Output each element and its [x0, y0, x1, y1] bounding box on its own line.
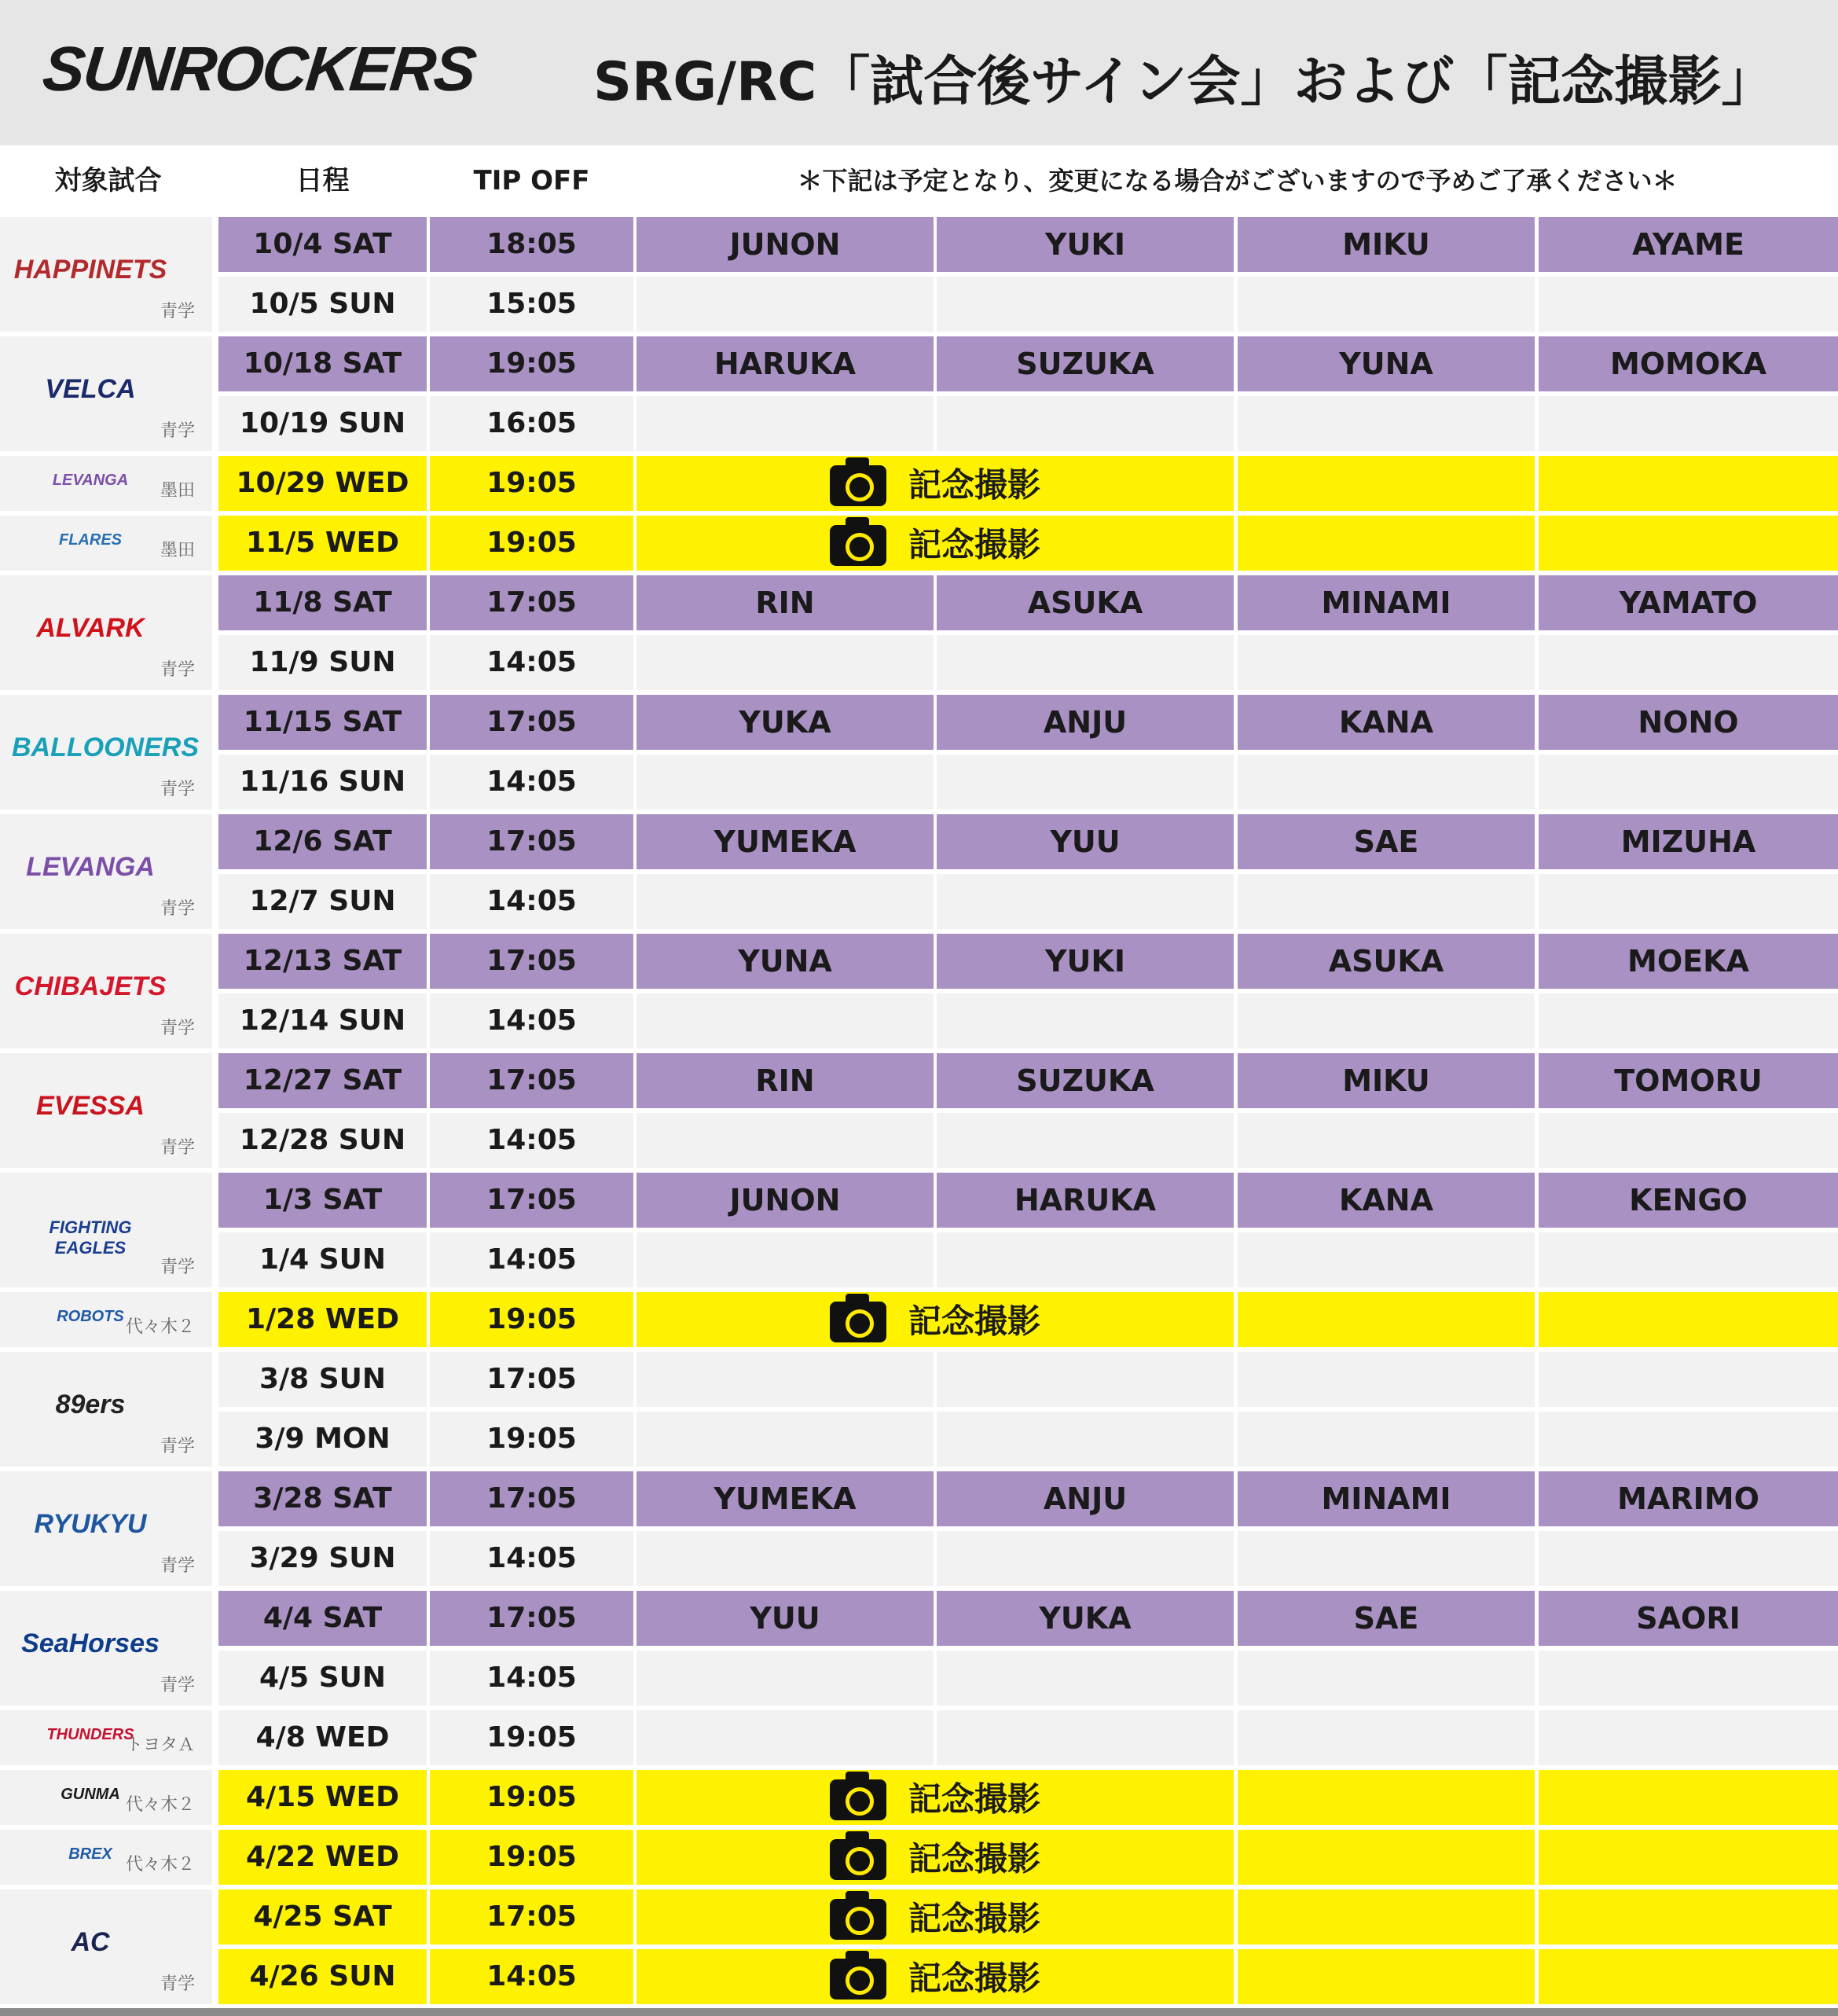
ballooners-logo: BALLOONERS	[12, 732, 199, 762]
member-cell	[1238, 396, 1535, 451]
photo-session-cell	[637, 516, 1234, 571]
member-cell	[1238, 1651, 1535, 1706]
tipoff-cell: 19:05	[430, 1412, 633, 1467]
member-cell: SAE	[1238, 1591, 1535, 1646]
member-cell: AYAME	[1539, 217, 1838, 272]
page-title: SRG/RC「試合後サイン会」および「記念撮影」	[593, 51, 1775, 113]
member-cell	[1238, 1770, 1535, 1825]
camera-icon	[830, 1779, 886, 1820]
gunma-logo: GUNMA	[61, 1786, 120, 1803]
table-row	[0, 934, 1838, 989]
member-cell	[937, 277, 1234, 332]
table-row	[0, 695, 1838, 750]
table-row	[0, 814, 1838, 869]
member-cell: YUKI	[937, 217, 1234, 272]
member-cell	[937, 1651, 1234, 1706]
member-cell	[1539, 1412, 1838, 1467]
tipoff-cell: 17:05	[430, 695, 633, 750]
date-cell: 11/5 WED	[218, 516, 427, 571]
date-cell: 4/5 SUN	[218, 1651, 427, 1706]
member-cell	[1539, 874, 1838, 929]
tipoff-cell: 14:05	[430, 1232, 633, 1287]
member-cell	[637, 1412, 934, 1467]
tipoff-cell: 16:05	[430, 396, 633, 451]
tipoff-cell: 19:05	[430, 1830, 633, 1885]
venue-label: 青学	[160, 1437, 195, 1456]
tipoff-cell: 18:05	[430, 217, 633, 272]
table-row	[0, 1830, 1838, 1885]
date-cell: 10/18 SAT	[218, 336, 427, 391]
tipoff-cell: 14:05	[430, 1949, 633, 2004]
date-cell: 12/14 SUN	[218, 993, 427, 1048]
tipoff-cell: 19:05	[430, 336, 633, 391]
date-cell: 10/4 SAT	[218, 217, 427, 272]
photo-session-cell	[637, 1292, 1234, 1347]
member-cell	[1238, 1232, 1535, 1287]
member-cell: HARUKA	[637, 336, 934, 391]
photo-session-cell	[637, 1949, 1234, 2004]
venue-label: 青学	[160, 1019, 195, 1038]
member-cell	[1238, 1531, 1535, 1586]
member-cell	[637, 277, 934, 332]
member-cell: YUU	[937, 814, 1234, 869]
photo-session-cell	[637, 1830, 1234, 1885]
member-cell: MIKU	[1238, 217, 1535, 272]
table-row	[0, 1710, 1838, 1765]
photo-session-cell	[637, 1770, 1234, 1825]
table-row	[0, 217, 1838, 272]
member-cell	[1539, 1830, 1838, 1885]
venue-label: 青学	[160, 1676, 195, 1695]
date-cell: 10/19 SUN	[218, 396, 427, 451]
member-cell: RIN	[637, 575, 934, 630]
member-cell	[937, 1113, 1234, 1168]
table-row	[0, 1292, 1838, 1347]
venue-label: 青学	[160, 899, 195, 919]
member-cell	[1539, 1113, 1838, 1168]
member-cell: MINAMI	[1238, 1471, 1535, 1526]
member-cell	[1238, 755, 1535, 810]
member-cell	[1238, 1412, 1535, 1467]
member-cell	[1238, 456, 1535, 511]
tipoff-cell: 14:05	[430, 874, 633, 929]
member-cell: JUNON	[637, 1173, 934, 1228]
member-cell	[637, 755, 934, 810]
tipoff-cell: 17:05	[430, 1352, 633, 1407]
member-cell	[1539, 755, 1838, 810]
robots-logo: ROBOTS	[57, 1308, 124, 1325]
member-cell	[1539, 516, 1838, 571]
venue-label: 代々木２	[125, 1855, 195, 1875]
member-cell	[637, 1232, 934, 1287]
venue-label: 青学	[160, 1556, 195, 1576]
camera-icon	[830, 1839, 886, 1880]
member-cell: YUKA	[937, 1591, 1234, 1646]
photo-session-cell	[637, 1889, 1234, 1944]
member-cell: MARIMO	[1539, 1471, 1838, 1526]
member-cell: NONO	[1539, 695, 1838, 750]
member-cell	[1539, 1651, 1838, 1706]
date-cell: 3/28 SAT	[218, 1471, 427, 1526]
tipoff-cell: 17:05	[430, 1889, 633, 1944]
tipoff-cell: 14:05	[430, 1531, 633, 1586]
table-row	[0, 1232, 1838, 1287]
member-cell: SAORI	[1539, 1591, 1838, 1646]
member-cell: RIN	[637, 1053, 934, 1108]
member-cell: TOMORU	[1539, 1053, 1838, 1108]
member-cell	[937, 874, 1234, 929]
member-cell	[1539, 993, 1838, 1048]
table-row	[0, 336, 1838, 391]
table-row	[0, 1531, 1838, 1586]
date-cell: 11/15 SAT	[218, 695, 427, 750]
member-cell	[1539, 1889, 1838, 1944]
date-cell: 12/28 SUN	[218, 1113, 427, 1168]
table-row	[0, 1173, 1838, 1228]
levanga-logo: LEVANGA	[52, 472, 129, 489]
member-cell	[937, 1531, 1234, 1586]
column-header-opponent: 対象試合	[54, 165, 162, 196]
member-cell: MIZUHA	[1539, 814, 1838, 869]
member-cell	[637, 1352, 934, 1407]
table-row	[0, 396, 1838, 451]
tipoff-cell: 15:05	[430, 277, 633, 332]
table-row	[0, 1113, 1838, 1168]
member-cell	[937, 635, 1234, 690]
photo-session-label: 記念撮影	[908, 1302, 1040, 1341]
venue-label: 青学	[160, 421, 195, 441]
member-cell	[1539, 277, 1838, 332]
member-cell	[1539, 1770, 1838, 1825]
date-cell: 10/29 WED	[218, 456, 427, 511]
tipoff-cell: 19:05	[430, 456, 633, 511]
member-cell: ANJU	[937, 1471, 1234, 1526]
date-cell: 11/9 SUN	[218, 635, 427, 690]
thunders-logo: THUNDERS	[46, 1726, 134, 1743]
tipoff-cell: 14:05	[430, 755, 633, 810]
date-cell: 4/8 WED	[218, 1710, 427, 1765]
camera-icon	[830, 465, 886, 506]
member-cell	[637, 396, 934, 451]
member-cell	[937, 1232, 1234, 1287]
tipoff-cell: 17:05	[430, 1053, 633, 1108]
member-cell: SUZUKA	[937, 336, 1234, 391]
member-cell	[1539, 1710, 1838, 1765]
member-cell	[937, 1412, 1234, 1467]
member-cell	[637, 1113, 934, 1168]
venue-label: 青学	[160, 302, 195, 321]
tipoff-cell: 14:05	[430, 1651, 633, 1706]
member-cell: KANA	[1238, 695, 1535, 750]
member-cell	[637, 1531, 934, 1586]
member-cell: YUKA	[637, 695, 934, 750]
table-row	[0, 1412, 1838, 1467]
member-cell	[1238, 1292, 1535, 1347]
tipoff-cell: 19:05	[430, 516, 633, 571]
89ers-logo: 89ers	[55, 1389, 126, 1419]
column-header-row	[0, 145, 1838, 216]
member-cell	[1238, 1710, 1535, 1765]
photo-session-label: 記念撮影	[908, 1839, 1040, 1878]
date-cell: 3/8 SUN	[218, 1352, 427, 1407]
member-cell	[937, 1710, 1234, 1765]
venue-label: 青学	[160, 660, 195, 680]
photo-session-label: 記念撮影	[908, 1959, 1040, 1998]
member-cell	[937, 1352, 1234, 1407]
tipoff-cell: 19:05	[430, 1292, 633, 1347]
member-cell	[1238, 1949, 1535, 2004]
camera-icon	[830, 1302, 886, 1342]
member-cell	[637, 635, 934, 690]
member-cell: MIKU	[1238, 1053, 1535, 1108]
member-cell	[1539, 1949, 1838, 2004]
happinets-logo: HAPPINETS	[13, 254, 167, 285]
member-cell	[1238, 635, 1535, 690]
column-header-tipoff: TIP OFF	[473, 165, 590, 196]
venue-label: 代々木２	[125, 1795, 195, 1815]
venue-label: 代々木２	[125, 1317, 195, 1337]
date-cell: 1/28 WED	[218, 1292, 427, 1347]
date-cell: 4/25 SAT	[218, 1889, 427, 1944]
member-cell: YUMEKA	[637, 1471, 934, 1526]
table-row	[0, 755, 1838, 810]
date-cell: 4/4 SAT	[218, 1591, 427, 1646]
date-cell: 12/6 SAT	[218, 814, 427, 869]
camera-icon	[830, 1899, 886, 1940]
camera-icon	[830, 1959, 886, 1999]
tipoff-cell: 17:05	[430, 934, 633, 989]
member-cell	[1539, 1531, 1838, 1586]
tipoff-cell: 17:05	[430, 1591, 633, 1646]
member-cell: SAE	[1238, 814, 1535, 869]
member-cell	[1238, 1113, 1535, 1168]
tipoff-cell: 14:05	[430, 993, 633, 1048]
member-cell: YUU	[637, 1591, 934, 1646]
seahorses-logo: SeaHorses	[21, 1628, 160, 1658]
date-cell: 3/9 MON	[218, 1412, 427, 1467]
date-cell: 11/16 SUN	[218, 755, 427, 810]
member-cell	[637, 993, 934, 1048]
member-cell	[1238, 1830, 1535, 1885]
flares-logo: FLARES	[59, 531, 122, 549]
date-cell: 12/13 SAT	[218, 934, 427, 989]
table-row	[0, 277, 1838, 332]
tipoff-cell: 14:05	[430, 1113, 633, 1168]
tipoff-cell: 17:05	[430, 1471, 633, 1526]
member-cell	[1539, 456, 1838, 511]
fighting-eagles-logo: FIGHTING EAGLES	[49, 1217, 132, 1258]
member-cell: ASUKA	[937, 575, 1234, 630]
member-cell: YAMATO	[1539, 575, 1838, 630]
table-row	[0, 516, 1838, 571]
tipoff-cell: 19:05	[430, 1770, 633, 1825]
member-cell: ANJU	[937, 695, 1234, 750]
table-row	[0, 993, 1838, 1048]
member-cell	[1539, 1232, 1838, 1287]
table-row	[0, 1949, 1838, 2004]
member-cell: MINAMI	[1238, 575, 1535, 630]
table-row	[0, 1591, 1838, 1646]
member-cell	[1238, 1889, 1535, 1944]
tipoff-cell: 17:05	[430, 575, 633, 630]
member-cell: YUNA	[1238, 336, 1535, 391]
column-header-note: ＊下記は予定となり、変更になる場合がございますので予めご了承ください＊	[797, 166, 1678, 196]
date-cell: 10/5 SUN	[218, 277, 427, 332]
member-cell	[637, 1710, 934, 1765]
tipoff-cell: 17:05	[430, 814, 633, 869]
venue-label: トヨタＡ	[125, 1735, 195, 1755]
date-cell: 4/26 SUN	[218, 1949, 427, 2004]
date-cell: 4/22 WED	[218, 1830, 427, 1885]
venue-label: 青学	[160, 780, 195, 799]
member-cell: YUKI	[937, 934, 1234, 989]
table-row	[0, 1471, 1838, 1526]
member-cell: MOMOKA	[1539, 336, 1838, 391]
member-cell: KANA	[1238, 1173, 1535, 1228]
member-cell	[1238, 874, 1535, 929]
bottom-bar	[0, 2008, 1838, 2016]
member-cell: YUMEKA	[637, 814, 934, 869]
chibajets-logo: CHIBAJETS	[14, 971, 167, 1001]
date-cell: 11/8 SAT	[218, 575, 427, 630]
date-cell: 12/7 SUN	[218, 874, 427, 929]
photo-session-label: 記念撮影	[908, 1779, 1040, 1819]
member-cell	[637, 1651, 934, 1706]
member-cell	[1238, 993, 1535, 1048]
table-row	[0, 635, 1838, 690]
date-cell: 4/15 WED	[218, 1770, 427, 1825]
brand-logo: SUNROCKERS	[39, 34, 479, 104]
member-cell: JUNON	[637, 217, 934, 272]
table-row	[0, 1770, 1838, 1825]
member-cell	[1539, 1292, 1838, 1347]
velca-logo: VELCA	[45, 373, 136, 404]
table-row	[0, 456, 1838, 511]
member-cell: KENGO	[1539, 1173, 1838, 1228]
member-cell: ASUKA	[1238, 934, 1535, 989]
levanga-logo: LEVANGA	[26, 851, 155, 882]
column-header-date: 日程	[295, 165, 350, 196]
member-cell	[1539, 635, 1838, 690]
table-row	[0, 575, 1838, 630]
venue-label: 青学	[160, 1258, 195, 1277]
date-cell: 3/29 SUN	[218, 1531, 427, 1586]
date-cell: 1/4 SUN	[218, 1232, 427, 1287]
page-header	[0, 0, 1838, 145]
alvark-logo: ALVARK	[36, 612, 145, 643]
brex-logo: BREX	[68, 1845, 112, 1863]
member-cell	[1539, 396, 1838, 451]
member-cell: YUNA	[637, 934, 934, 989]
date-cell: 1/3 SAT	[218, 1173, 427, 1228]
photo-session-label: 記念撮影	[908, 525, 1040, 564]
tipoff-cell: 19:05	[430, 1710, 633, 1765]
member-cell: HARUKA	[937, 1173, 1234, 1228]
table-row	[0, 1053, 1838, 1108]
member-cell: MOEKA	[1539, 934, 1838, 989]
member-cell	[937, 396, 1234, 451]
venue-label: 青学	[160, 1138, 195, 1158]
table-row	[0, 1352, 1838, 1407]
venue-label: 墨田	[160, 541, 195, 560]
member-cell	[1238, 277, 1535, 332]
table-row	[0, 1651, 1838, 1706]
table-row	[0, 874, 1838, 929]
ryukyu-logo: RYUKYU	[34, 1508, 147, 1539]
altiri-logo: AC	[71, 1926, 110, 1957]
photo-session-label: 記念撮影	[908, 465, 1040, 505]
photo-session-label: 記念撮影	[908, 1899, 1040, 1938]
member-cell	[937, 993, 1234, 1048]
member-cell	[637, 874, 934, 929]
photo-session-cell	[637, 456, 1234, 511]
venue-label: 青学	[160, 1974, 195, 1994]
camera-icon	[830, 525, 886, 566]
member-cell	[1238, 516, 1535, 571]
member-cell	[937, 755, 1234, 810]
date-cell: 12/27 SAT	[218, 1053, 427, 1108]
table-row	[0, 1889, 1838, 1944]
venue-label: 墨田	[160, 481, 195, 501]
tipoff-cell: 17:05	[430, 1173, 633, 1228]
member-cell	[1238, 1352, 1535, 1407]
member-cell	[1539, 1352, 1838, 1407]
evessa-logo: EVESSA	[36, 1090, 145, 1121]
tipoff-cell: 14:05	[430, 635, 633, 690]
member-cell: SUZUKA	[937, 1053, 1234, 1108]
